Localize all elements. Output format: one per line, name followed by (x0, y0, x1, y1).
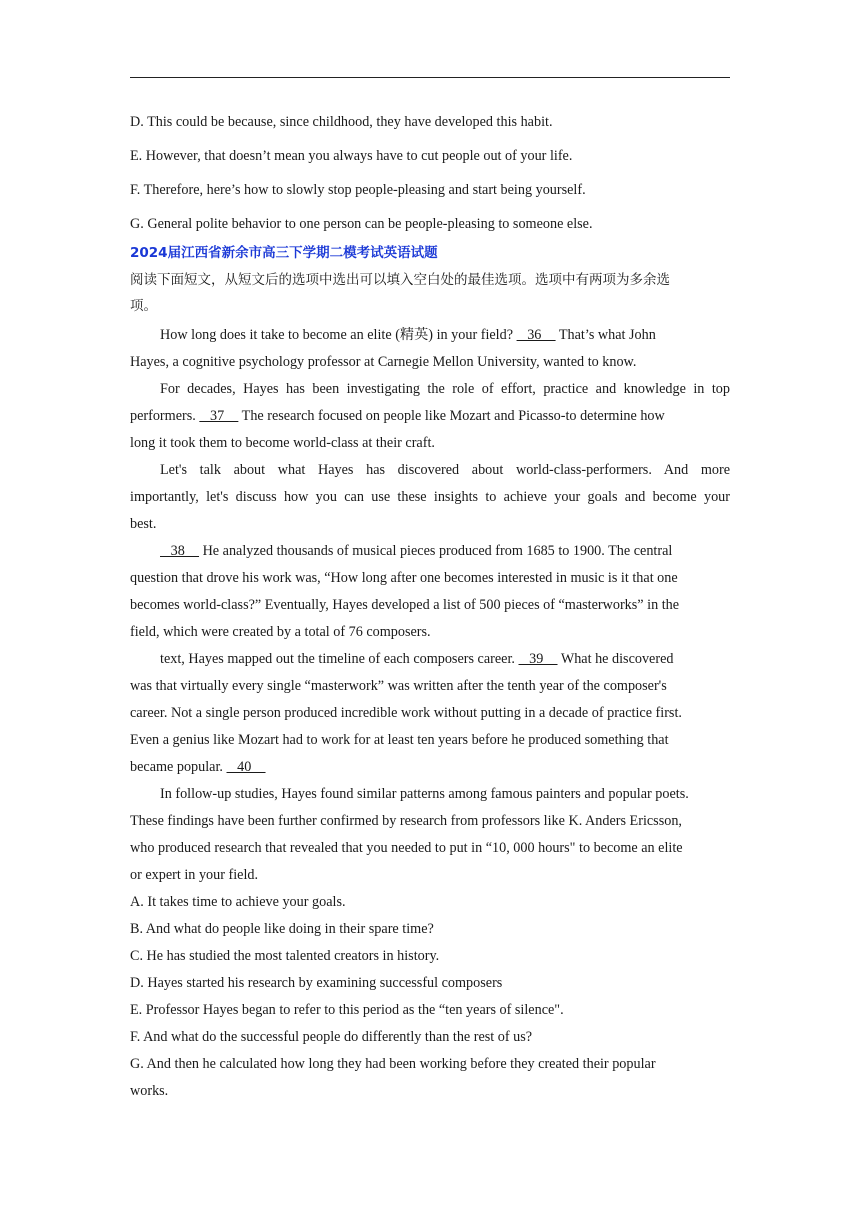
prev-option-e: E. However, that doesn’t mean you always have to cut people out of your life. (130, 148, 573, 164)
para1-text-b: That’s what John (558, 327, 656, 343)
exam-title: 2024届江西省新余市高三下学期二模考试英语试题 (130, 245, 438, 261)
prev-option-d: D. This could be because, since childhood, they have developed this habit. (130, 114, 553, 130)
para2-line-1: For decades, Hayes has been investigating the role of effort, practice and knowledge in top (160, 381, 730, 397)
para4-line-4: field, which were created by a total of 76 composers. (130, 624, 431, 640)
para5-line-1 (160, 649, 730, 669)
prev-option-f: F. Therefore, here’s how to slowly stop people-pleasing and start being yourself. (130, 182, 586, 198)
header-rule (130, 77, 730, 78)
option-g-continued: works. (130, 1083, 169, 1099)
instructions-line-2: 项。 (130, 298, 157, 314)
para3-line-1: Let's talk about what Hayes has discovered about world-class-performers. And more (160, 462, 730, 478)
para3-line-3: best. (130, 516, 157, 532)
para2-text-b2: The research focused on people like Mozart and Picasso-to determine how (241, 408, 665, 424)
para6-line-3: who produced research that revealed that you needed to put in “10, 000 hours" to become an elite (130, 840, 683, 856)
para5-text-a1: text, Hayes mapped out the timeline of each composers career. (160, 651, 515, 667)
blank-40: 40 (226, 759, 266, 775)
para6-line-2: These findings have been further confirmed by research from professors like K. Anders Ericsson, (130, 813, 682, 829)
para4-line-1 (160, 541, 730, 561)
para5-line-4: Even a genius like Mozart had to work for at least ten years before he produced something that (130, 732, 669, 748)
blank-38: 38 (160, 543, 200, 559)
para2-text-b1: performers. (130, 408, 196, 424)
para4-text-a: He analyzed thousands of musical pieces produced from 1685 to 1900. The central (202, 543, 673, 559)
blank-39: 39 (518, 651, 558, 667)
para2-line-3: long it took them to become world-class at their craft. (130, 435, 435, 451)
option-c: C. He has studied the most talented creators in history. (130, 948, 440, 964)
option-a: A. It takes time to achieve your goals. (130, 894, 346, 910)
para5-line-2: was that virtually every single “masterwork” was written after the tenth year of the composer's (130, 678, 667, 694)
para1-line-2: Hayes, a cognitive psychology professor at Carnegie Mellon University, wanted to know. (130, 354, 637, 370)
para3-line-2: importantly, let's discuss how you can use these insights to achieve your goals and become your (130, 489, 730, 505)
instructions-line-1: 阅读下面短文，从短文后的选项中选出可以填入空白处的最佳选项。选项中有两项为多余选 (130, 272, 670, 288)
para6-line-1: In follow-up studies, Hayes found similar patterns among famous painters and popular poets. (160, 786, 689, 802)
para1-text-a: How long does it take to become an elite (精英) in your field? (160, 327, 514, 343)
para2-line-2 (130, 406, 730, 426)
para5-line-3: career. Not a single person produced incredible work without putting in a decade of practice first. (130, 705, 682, 721)
option-e: E. Professor Hayes began to refer to this period as the “ten years of silence". (130, 1002, 564, 1018)
option-b: B. And what do people like doing in their spare time? (130, 921, 434, 937)
para4-line-2: question that drove his work was, “How long after one becomes interested in music is it that one (130, 570, 678, 586)
para5-text-e: became popular. (130, 759, 223, 775)
para4-line-3: becomes world-class?” Eventually, Hayes developed a list of 500 pieces of “masterworks” in the (130, 597, 680, 613)
option-d: D. Hayes started his research by examining successful composers (130, 975, 503, 991)
para1-line-1 (160, 325, 730, 345)
blank-36: 36 (516, 327, 556, 343)
blank-37: 37 (199, 408, 239, 424)
para5-line-5 (130, 757, 730, 777)
option-f: F. And what do the successful people do differently than the rest of us? (130, 1029, 533, 1045)
prev-option-g: G. General polite behavior to one person can be people-pleasing to someone else. (130, 216, 593, 232)
option-g: G. And then he calculated how long they had been working before they created their popular (130, 1056, 656, 1072)
para5-text-a2: What he discovered (560, 651, 674, 667)
para6-line-4: or expert in your field. (130, 867, 259, 883)
